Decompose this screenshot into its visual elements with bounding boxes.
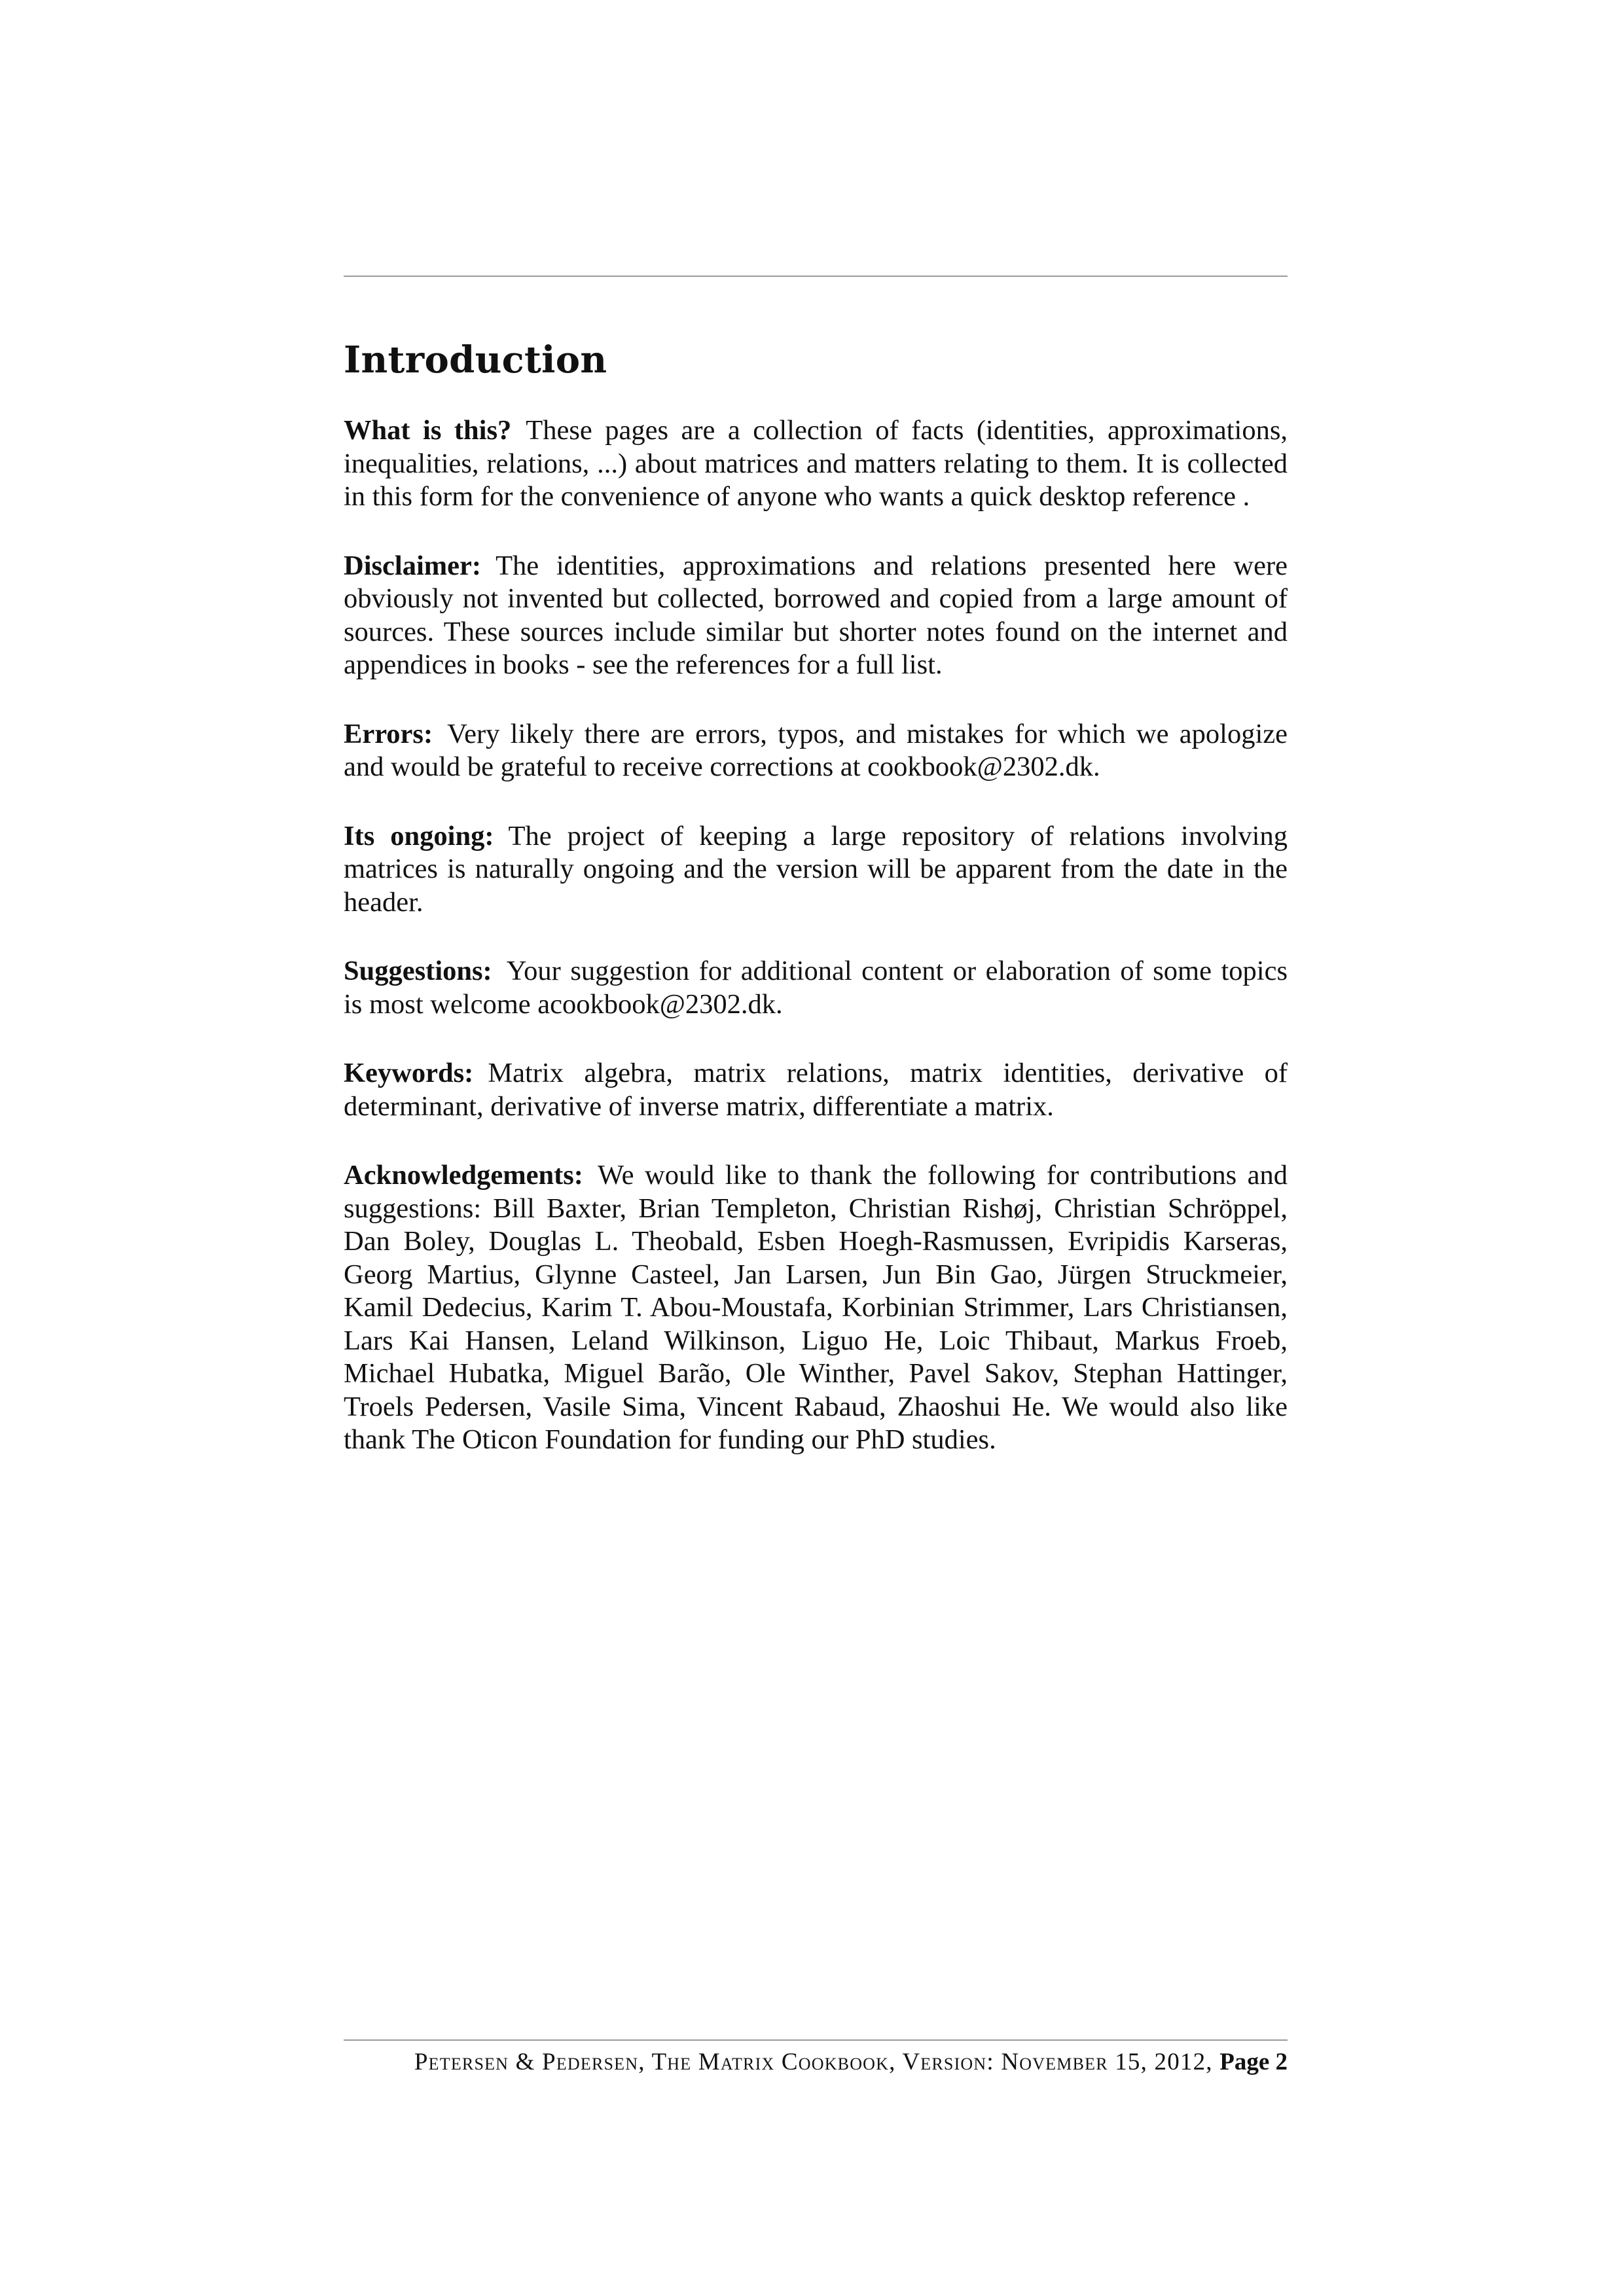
header-rule — [344, 276, 1288, 277]
paragraph-text: Matrix algebra, matrix relations, matrix identities, derivative of determinant, derivative of inverse matrix, differentiate a matrix. — [344, 1058, 1288, 1122]
page-footer — [344, 2047, 1288, 2077]
page-body — [344, 331, 1288, 1493]
paragraph-errors — [344, 718, 1288, 784]
footer-running-text: Petersen & Pedersen, The Matrix Cookbook, Version: November 15, 2012, — [414, 2049, 1213, 2075]
paragraph-label: Its ongoing: — [344, 820, 494, 852]
paragraph-text: Your suggestion for additional content or elaboration of some topics is most welcome acookbook@2302.dk. — [344, 956, 1288, 1020]
page-number: Page 2 — [1219, 2049, 1288, 2075]
paragraph-label: Errors: — [344, 718, 433, 749]
paragraph-suggestions — [344, 955, 1288, 1021]
paragraph-text: The project of keeping a large repository of relations involving matrices is naturally ongoing and the version will be apparent from the date in the header. — [344, 820, 1288, 918]
paragraph-what-is-this — [344, 414, 1288, 514]
paragraph-ongoing — [344, 820, 1288, 920]
paragraph-label: Acknowledgements: — [344, 1160, 583, 1191]
paragraph-text: The identities, approximations and relations presented here were obviously not invented but collected, borrowed and copied from a large amount of sources. These sources include similar but shorter notes found on the internet and appendices in books - see the references for a full list. — [344, 550, 1288, 680]
paragraph-label: Keywords: — [344, 1058, 474, 1088]
paragraph-label: Disclaimer: — [344, 550, 482, 581]
paragraph-text: We would like to thank the following for contributions and suggestions: Bill Baxter, Brian Templeton, Christian Rishøj, Christian Schröppel, Dan Boley, Douglas L. Theobald, Esben Hoegh-Rasmussen, Evripidis Karseras, Georg Martius, Glynne Casteel, Jan Larsen, Jun Bin Gao, Jürgen Struckmeier, Kamil Dedecius, Karim T. Abou-Moustafa, Korbinian Strimmer, Lars Christiansen, Lars Kai Hansen, Leland Wilkinson, Liguo He, Loic Thibaut, Markus Froeb, Michael Hubatka, Miguel Barão, Ole Winther, Pavel Sakov, Stephan Hattinger, Troels Pedersen, Vasile Sima, Vincent Rabaud, Zhaoshui He. We would also like thank The Oticon Foundation for funding our PhD studies. — [344, 1160, 1288, 1455]
footer-rule — [344, 2039, 1288, 2041]
paragraph-keywords — [344, 1057, 1288, 1123]
paragraph-acknowledgements — [344, 1159, 1288, 1457]
section-title: Introduction — [344, 338, 607, 382]
paragraph-label: Suggestions: — [344, 956, 492, 986]
paragraph-text: Very likely there are errors, typos, and mistakes for which we apologize and would be grateful to receive corrections at cookbook@2302.dk. — [344, 718, 1288, 782]
paragraph-disclaimer — [344, 550, 1288, 682]
paragraph-label: What is this? — [344, 415, 512, 446]
paragraph-text: These pages are a collection of facts (identities, approximations, inequalities, relations, ...) about matrices and matters relating to them. It is collected in this form for the convenience of anyone who wants a quick desktop reference . — [344, 415, 1288, 512]
